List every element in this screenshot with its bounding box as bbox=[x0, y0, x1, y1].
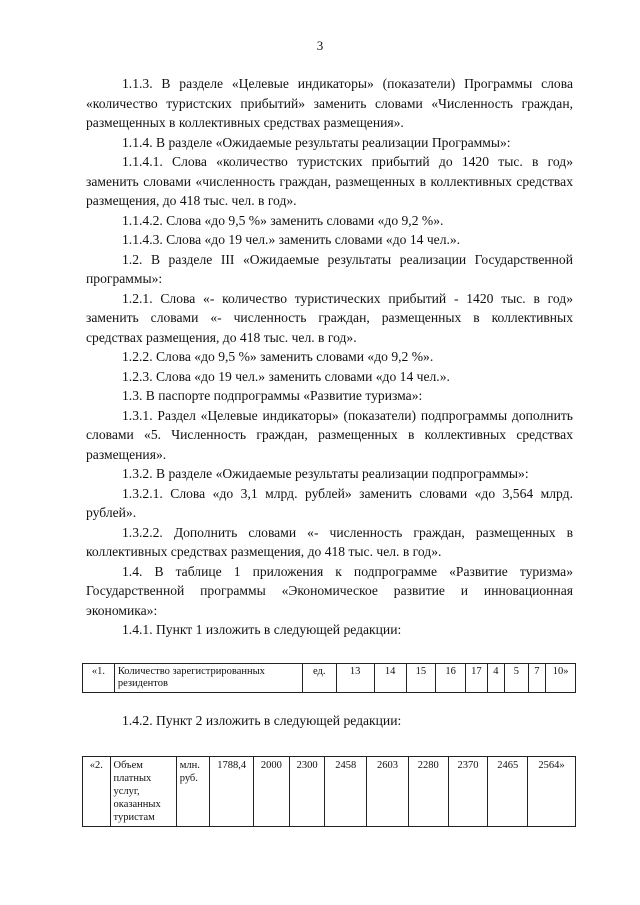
table-row bbox=[83, 664, 576, 693]
cell-value: 2000 bbox=[254, 757, 290, 827]
cell-value: 15 bbox=[406, 664, 436, 693]
paragraph-1-3: 1.3. В паспорте подпрограммы «Развитие туризма»: bbox=[122, 388, 423, 403]
cell-value: 7 bbox=[528, 664, 545, 693]
cell-value: 2280 bbox=[408, 757, 448, 827]
cell-number: «1. bbox=[83, 664, 115, 693]
paragraph-1-1-3: 1.1.3. В разделе «Целевые индикаторы» (показатели) Программы слова «количество туристских прибытий» заменить словами «Численность граждан, размещенных в коллективных средствах размещения». bbox=[86, 76, 573, 130]
cell-value: 13 bbox=[336, 664, 374, 693]
cell-value: 2564» bbox=[528, 757, 576, 827]
paragraph-1-3-1: 1.3.1. Раздел «Целевые индикаторы» (показатели) подпрограммы дополнить словами «5. Численность граждан, размещенных в коллективных средствах размещения». bbox=[86, 407, 573, 462]
paragraph-1-1-4-3: 1.1.4.3. Слова «до 19 чел.» заменить словами «до 14 чел.». bbox=[122, 232, 461, 247]
cell-value: 2458 bbox=[325, 757, 367, 827]
cell-value: 2370 bbox=[448, 757, 488, 827]
paragraph-1-4: 1.4. В таблице 1 приложения к подпрограмме «Развитие туризма» Государственной программы «Экономическое развитие и инновационная экономика»: bbox=[86, 563, 573, 618]
cell-value: 4 bbox=[487, 664, 504, 693]
cell-value: 5 bbox=[505, 664, 529, 693]
cell-value: 14 bbox=[374, 664, 406, 693]
cell-unit: ед. bbox=[302, 664, 336, 693]
paragraph-1-1-4-1: 1.1.4.1. Слова «количество туристских прибытий до 1420 тыс. в год» заменить словами «численность граждан, размещенных в коллективных средствах размещения, до 418 тыс. чел. в год». bbox=[86, 154, 573, 208]
cell-value: 10» bbox=[546, 664, 576, 693]
paragraph-1-4-2: 1.4.2. Пункт 2 изложить в следующей редакции: bbox=[122, 713, 402, 728]
table-item-1 bbox=[82, 663, 576, 693]
paragraph-1-3-2-1: 1.3.2.1. Слова «до 3,1 млрд. рублей» заменить словами «до 3,564 млрд. рублей». bbox=[86, 485, 573, 520]
cell-value: 2300 bbox=[289, 757, 325, 827]
cell-value: 2465 bbox=[488, 757, 528, 827]
document-body bbox=[86, 74, 573, 640]
table-row bbox=[83, 757, 576, 827]
cell-value: 1788,4 bbox=[210, 757, 254, 827]
paragraph-1-4-1: 1.4.1. Пункт 1 изложить в следующей редакции: bbox=[122, 622, 402, 637]
cell-number: «2. bbox=[83, 757, 111, 827]
paragraph-1-1-4-2: 1.1.4.2. Слова «до 9,5 %» заменить словами «до 9,2 %». bbox=[122, 212, 444, 228]
cell-value: 16 bbox=[436, 664, 466, 693]
paragraph-1-3-2-2: 1.3.2.2. Дополнить словами «- численность граждан, размещенных в коллективных средствах размещения, до 418 тыс. чел. в год». bbox=[86, 524, 573, 559]
paragraph-1-2: 1.2. В разделе III «Ожидаемые результаты реализации Государственной программы»: bbox=[86, 251, 573, 286]
cell-name: Объем платных услуг, оказанных туристам bbox=[110, 757, 176, 827]
paragraph-1-2-1: 1.2.1. Слова «- количество туристических прибытий - 1420 тыс. в год» заменить словами «- численность граждан, размещенных в коллективных средствах размещения, до 418 тыс. чел. в год». bbox=[86, 290, 573, 345]
page-number: 3 bbox=[316, 38, 324, 53]
cell-name: Количество зарегистрированных резидентов bbox=[114, 664, 302, 693]
paragraph-1-2-3: 1.2.3. Слова «до 19 чел.» заменить словами «до 14 чел.». bbox=[122, 368, 450, 384]
cell-value: 2603 bbox=[367, 757, 409, 827]
paragraph-1-3-2: 1.3.2. В разделе «Ожидаемые результаты реализации подпрограммы»: bbox=[122, 466, 529, 481]
paragraph-1-1-4: 1.1.4. В разделе «Ожидаемые результаты реализации Программы»: bbox=[122, 134, 511, 150]
paragraph-1-2-2: 1.2.2. Слова «до 9,5 %» заменить словами «до 9,2 %». bbox=[122, 349, 434, 364]
cell-value: 17 bbox=[466, 664, 488, 693]
table-item-2 bbox=[82, 756, 576, 827]
cell-unit: млн. руб. bbox=[176, 757, 210, 827]
